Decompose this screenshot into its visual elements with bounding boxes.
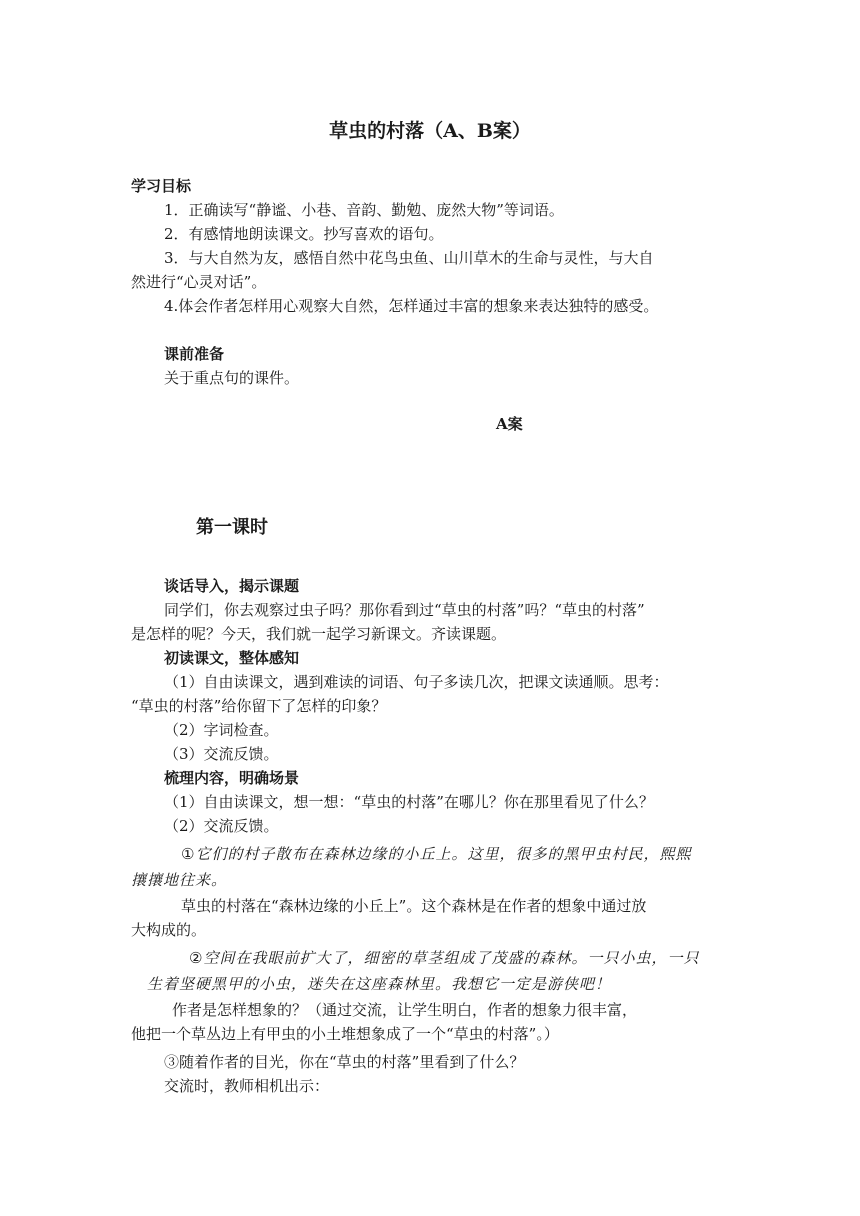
quote-1-line-2: 攘攘地往来。: [131, 871, 228, 889]
quote-2-line-2: 生着坚硬黑甲的小虫，迷失在这座森林里。我想它一定是游侠吧！: [147, 975, 612, 993]
section-2-item-2: （2）字词检查。: [164, 721, 279, 739]
comment-1-line-2: 大构成的。: [131, 921, 207, 939]
section-3-item-1: （1）自由读课文，想一想：“草虫的村落”在哪儿？你在那里看见了什么？: [164, 793, 654, 811]
quote-2-line-1: ②空间在我眼前扩大了，细密的草茎组成了茂盛的森林。一只小虫，一只: [189, 949, 700, 967]
goal-item-2: 2．有感情地朗读课文。抄写喜欢的语句。: [164, 225, 444, 243]
question-3: ③随着作者的目光，你在“草虫的村落”里看到了什么？: [164, 1053, 525, 1071]
comment-2-line-1: 作者是怎样想象的？（通过交流，让学生明白，作者的想象力很丰富，: [172, 1001, 638, 1019]
comment-1-line-1: 草虫的村落在“森林边缘的小丘上”。这个森林是在作者的想象中通过放: [181, 897, 647, 915]
prep-text: 关于重点句的课件。: [164, 369, 300, 387]
goal-item-3-line-1: 3．与大自然为友，感悟自然中花鸟虫鱼、山川草木的生命与灵性，与大自: [164, 249, 654, 267]
section-3-item-2: （2）交流反馈。: [164, 817, 279, 835]
lesson-1-heading: 第一课时: [196, 517, 268, 538]
section-1-line-2: 是怎样的呢？今天，我们就一起学习新课文。齐读课题。: [131, 625, 507, 643]
goal-item-1: 1．正确读写“静谧、小巷、音韵、勤勉、庞然大物”等词语。: [164, 201, 564, 219]
section-2-item-1-line-1: （1）自由读课文，遇到难读的词语、句子多读几次，把课文读通顺。思考：: [164, 673, 669, 691]
section-1-line-1: 同学们，你去观察过虫子吗？那你看到过“草虫的村落”吗？“草虫的村落”: [164, 601, 645, 619]
prep-heading: 课前准备: [164, 345, 225, 363]
goal-item-3-line-2: 然进行“心灵对话”。: [131, 273, 267, 291]
section-3-heading: 梳理内容，明确场景: [164, 769, 300, 787]
goal-item-4: 4.体会作者怎样用心观察大自然，怎样通过丰富的想象来表达独特的感受。: [164, 297, 659, 315]
section-2-item-1-line-2: “草虫的村落”给你留下了怎样的印象？: [131, 697, 387, 715]
section-2-item-3: （3）交流反馈。: [164, 745, 279, 763]
quote-1-line-1: ①它们的村子散布在森林边缘的小丘上。这里，很多的黑甲虫村民，熙熙: [181, 845, 692, 863]
section-1-heading: 谈话导入，揭示课题: [164, 577, 300, 595]
plan-a-heading: A案: [496, 415, 523, 433]
document-title: 草虫的村落（A、B案）: [329, 120, 531, 142]
comment-2-line-2: 他把一个草丛边上有甲虫的小土堆想象成了一个“草虫的村落”。）: [131, 1025, 559, 1043]
teacher-note: 交流时，教师相机出示：: [164, 1077, 330, 1095]
goals-heading: 学习目标: [131, 177, 192, 195]
section-2-heading: 初读课文，整体感知: [164, 649, 300, 667]
